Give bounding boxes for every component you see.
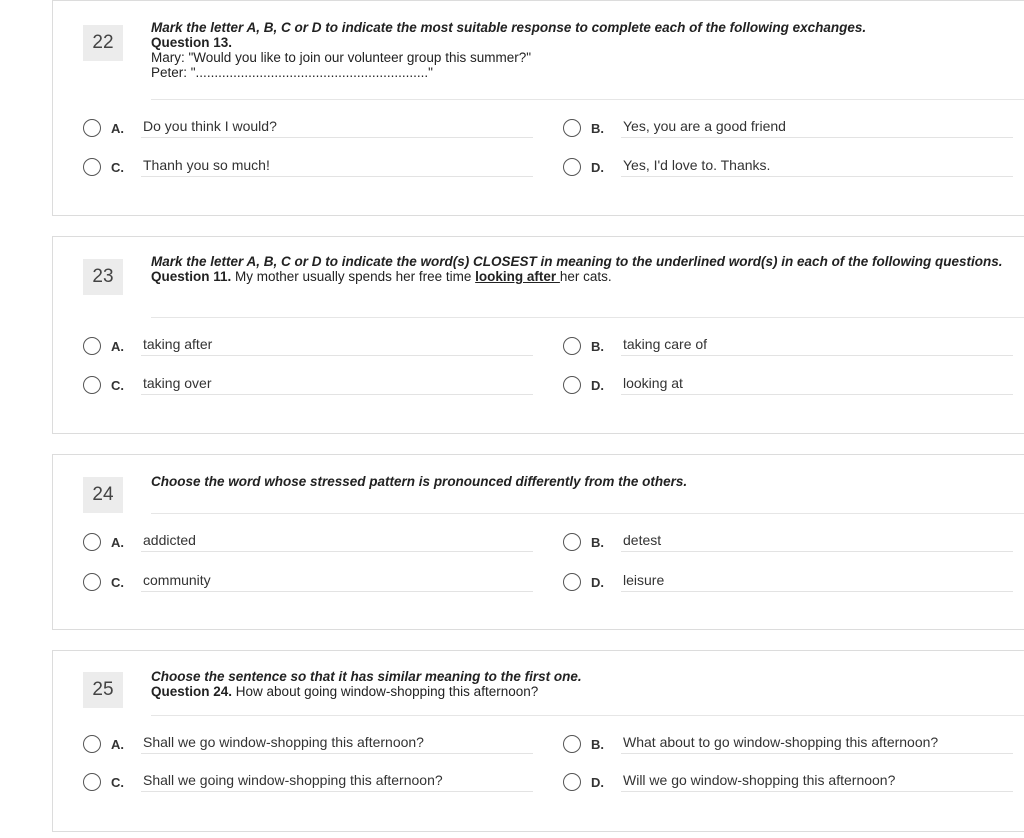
option-d[interactable] [563, 571, 1023, 593]
stem-after: her cats. [559, 269, 612, 284]
option-b[interactable] [563, 117, 1023, 139]
option-text: taking after [141, 336, 533, 356]
option-text: taking care of [621, 336, 1013, 356]
option-text: Will we go window-shopping this afternoon? [621, 772, 1013, 792]
question-label: Question 24. [151, 684, 233, 699]
divider [151, 715, 1024, 716]
question-instruction: Choose the sentence so that it has similar meaning to the first one. [151, 669, 582, 684]
option-text: community [141, 572, 533, 592]
option-letter: D. [591, 574, 604, 590]
question-card-23 [52, 236, 1024, 434]
option-letter: B. [591, 736, 604, 752]
option-a[interactable] [83, 117, 543, 139]
question-text [151, 254, 1024, 284]
option-letter: C. [111, 774, 124, 790]
question-text [151, 20, 1024, 80]
radio-button[interactable] [563, 735, 581, 753]
radio-button[interactable] [83, 376, 101, 394]
radio-button[interactable] [563, 158, 581, 176]
question-number: 24 [83, 477, 123, 513]
question-card-25 [52, 650, 1024, 832]
option-b[interactable] [563, 531, 1023, 553]
question-line-1: Mary: "Would you like to join our volunteer group this summer?" [151, 50, 532, 65]
option-letter: D. [591, 377, 604, 393]
radio-button[interactable] [83, 735, 101, 753]
option-text: Shall we going window-shopping this afternoon? [141, 772, 533, 792]
option-letter: B. [591, 120, 604, 136]
radio-button[interactable] [563, 337, 581, 355]
option-a[interactable] [83, 531, 543, 553]
question-card-24 [52, 454, 1024, 630]
option-letter: A. [111, 338, 124, 354]
option-a[interactable] [83, 733, 543, 755]
option-c[interactable] [83, 771, 543, 793]
radio-button[interactable] [83, 573, 101, 591]
question-number: 25 [83, 672, 123, 708]
option-text: Thanh you so much! [141, 157, 533, 177]
question-label: Question 11. [151, 269, 232, 284]
stem-before: My mother usually spends her free time [231, 269, 476, 284]
option-text: addicted [141, 532, 533, 552]
question-stem [151, 684, 1024, 699]
question-label: Question 13. [151, 35, 233, 50]
option-letter: D. [591, 159, 604, 175]
radio-button[interactable] [83, 337, 101, 355]
question-stem [151, 269, 1024, 284]
radio-button[interactable] [563, 573, 581, 591]
option-letter: C. [111, 377, 124, 393]
option-text: leisure [621, 572, 1013, 592]
question-instruction: Choose the word whose stressed pattern is pronounced differently from the others. [151, 474, 688, 489]
option-c[interactable] [83, 374, 543, 396]
option-d[interactable] [563, 156, 1023, 178]
option-b[interactable] [563, 335, 1023, 357]
radio-button[interactable] [563, 773, 581, 791]
option-text: What about to go window-shopping this afternoon? [621, 734, 1013, 754]
option-text: Do you think I would? [141, 118, 533, 138]
option-letter: A. [111, 736, 124, 752]
radio-button[interactable] [563, 119, 581, 137]
divider [151, 513, 1024, 514]
option-text: taking over [141, 375, 533, 395]
option-c[interactable] [83, 571, 543, 593]
option-letter: C. [111, 574, 124, 590]
option-text: detest [621, 532, 1013, 552]
radio-button[interactable] [563, 533, 581, 551]
option-c[interactable] [83, 156, 543, 178]
radio-button[interactable] [563, 376, 581, 394]
question-line-2: Peter: ".............................................................." [151, 65, 433, 80]
question-instruction: Mark the letter A, B, C or D to indicate the most suitable response to complete each of the following exchanges. [151, 20, 867, 35]
option-a[interactable] [83, 335, 543, 357]
radio-button[interactable] [83, 158, 101, 176]
question-number: 22 [83, 25, 123, 61]
option-text: Yes, you are a good friend [621, 118, 1013, 138]
stem-underlined: looking after [475, 269, 560, 284]
option-b[interactable] [563, 733, 1023, 755]
stem-text: How about going window-shopping this afternoon? [232, 684, 539, 699]
divider [151, 99, 1024, 100]
radio-button[interactable] [83, 533, 101, 551]
option-letter: A. [111, 120, 124, 136]
question-text [151, 474, 1024, 489]
option-d[interactable] [563, 374, 1023, 396]
question-text [151, 669, 1024, 699]
radio-button[interactable] [83, 119, 101, 137]
radio-button[interactable] [83, 773, 101, 791]
option-letter: B. [591, 534, 604, 550]
option-d[interactable] [563, 771, 1023, 793]
option-letter: B. [591, 338, 604, 354]
question-card-22 [52, 0, 1024, 216]
option-text: Yes, I'd love to. Thanks. [621, 157, 1013, 177]
option-letter: A. [111, 534, 124, 550]
option-letter: C. [111, 159, 124, 175]
question-instruction: Mark the letter A, B, C or D to indicate the word(s) CLOSEST in meaning to the underlined word(s) in each of the following questions. [151, 254, 1003, 269]
option-text: Shall we go window-shopping this afternoon? [141, 734, 533, 754]
option-letter: D. [591, 774, 604, 790]
option-text: looking at [621, 375, 1013, 395]
divider [151, 317, 1024, 318]
question-number: 23 [83, 259, 123, 295]
